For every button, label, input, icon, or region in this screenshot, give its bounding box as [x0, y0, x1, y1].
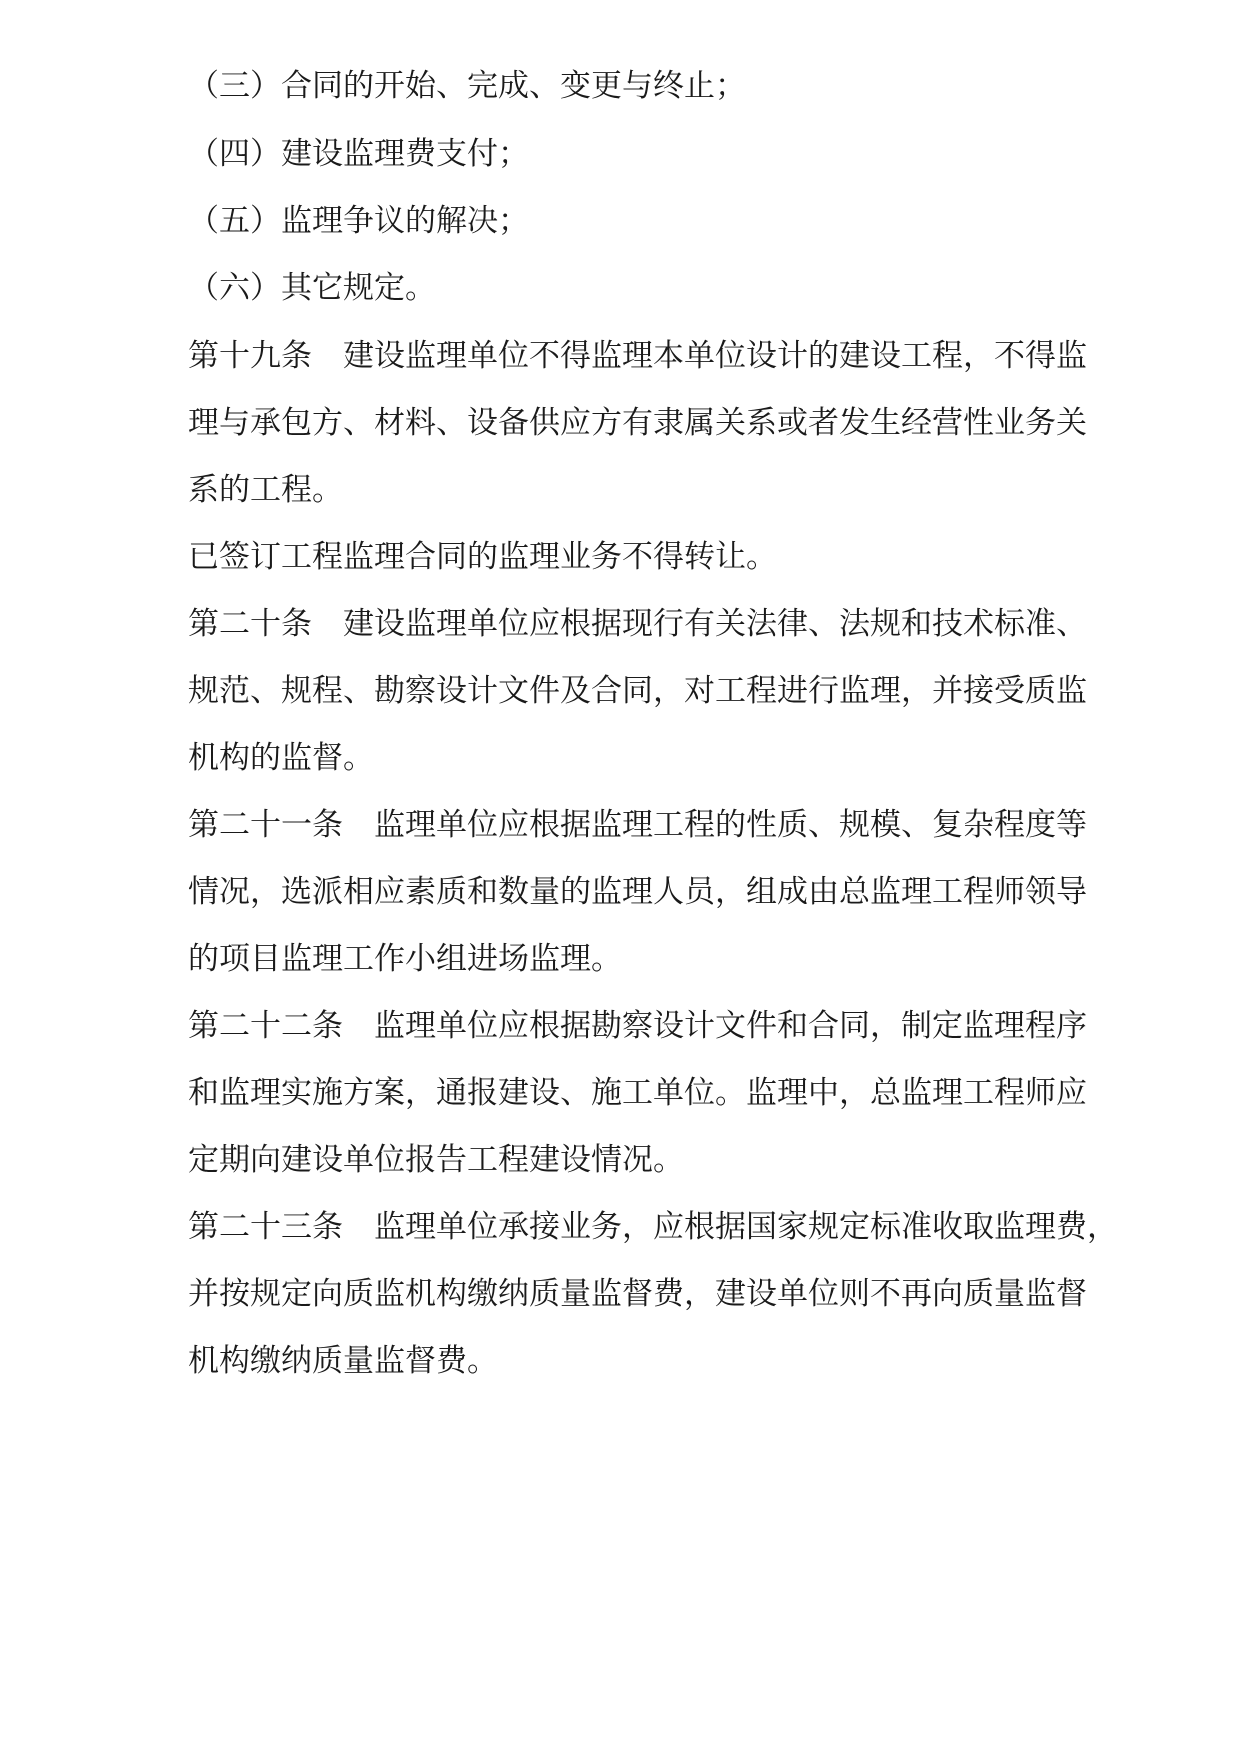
- article-20-line-3: 机构的监督。: [188, 740, 374, 776]
- article-22-line-2: 和监理实施方案，通报建设、施工单位。监理中，总监理工程师应: [188, 1075, 1087, 1111]
- article-23-line-3: 机构缴纳质量监督费。: [188, 1343, 498, 1379]
- article-20-line-1: 第二十条 建设监理单位应根据现行有关法律、法规和技术标准、: [188, 606, 1087, 642]
- article-19-line-1: 第十九条 建设监理单位不得监理本单位设计的建设工程，不得监: [188, 338, 1087, 374]
- article-19-line-2: 理与承包方、材料、设备供应方有隶属关系或者发生经营性业务关: [188, 405, 1087, 441]
- article-21-line-3: 的项目监理工作小组进场监理。: [188, 941, 622, 977]
- article-19-line-3: 系的工程。: [188, 472, 343, 508]
- clause-4-item: （四）建设监理费支付；: [188, 136, 529, 172]
- clause-3-item: （三）合同的开始、完成、变更与终止；: [188, 68, 746, 104]
- article-22-line-1: 第二十二条 监理单位应根据勘察设计文件和合同，制定监理程序: [188, 1008, 1087, 1044]
- article-21-line-1: 第二十一条 监理单位应根据监理工程的性质、规模、复杂程度等: [188, 807, 1087, 843]
- article-23-line-2: 并按规定向质监机构缴纳质量监督费，建设单位则不再向质量监督: [188, 1276, 1087, 1312]
- clause-6-item: （六）其它规定。: [188, 270, 436, 306]
- clause-5-item: （五）监理争议的解决；: [188, 203, 529, 239]
- article-19-paragraph-2: 已签订工程监理合同的监理业务不得转让。: [188, 539, 777, 575]
- article-23-line-1: 第二十三条 监理单位承接业务，应根据国家规定标准收取监理费，: [188, 1209, 1118, 1245]
- article-21-line-2: 情况，选派相应素质和数量的监理人员，组成由总监理工程师领导: [188, 874, 1087, 910]
- article-20-line-2: 规范、规程、勘察设计文件及合同，对工程进行监理，并接受质监: [188, 673, 1087, 709]
- article-22-line-3: 定期向建设单位报告工程建设情况。: [188, 1142, 684, 1178]
